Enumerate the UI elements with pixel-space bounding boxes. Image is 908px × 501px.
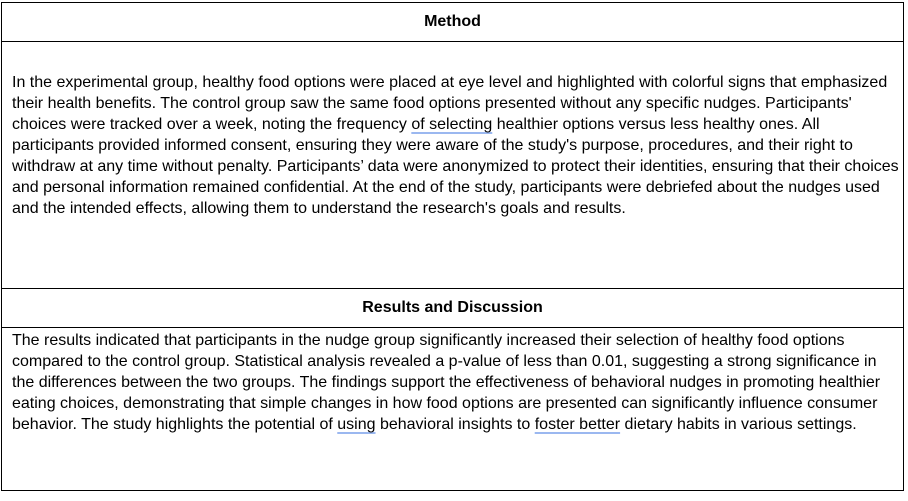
results-body-cell[interactable] [2,328,904,491]
document-table [1,2,904,491]
spellcheck-underlined-text[interactable]: using [337,416,376,433]
results-text-1: The results indicated that participants in the nudge group significantly increased their selection of healthy food options compared to the control group. Statistical analysis revealed a p-value of less than 0.01, suggesting a strong significance in the differences between the two groups. The findings support the effectiveness of behavioral nudges in promoting healthier eating choices, demonstrating that simple changes in how food options are presented can significantly influence consumer behavior. The study highlights the potential of [12,332,881,433]
method-heading: Method [2,3,904,42]
method-text-2: healthier options versus less healthy ones. All participants provided informed consent, ensuring they were aware of the study's purpose, procedures, and their right to withdraw at any time without penalty. Participants’ data were anonymized to protect their identities, ensuring that their choices and personal information remained confidential. At the end of the study, participants were debriefed about the nudges used and the intended effects, allowing them to understand the research's goals and results. [12,116,899,217]
spellcheck-underlined-text[interactable]: foster better [534,416,621,433]
results-text-2: behavioral insights to [375,416,535,433]
method-paragraph [12,72,899,219]
results-heading: Results and Discussion [2,289,904,328]
results-text-3: dietary habits in various settings. [620,416,857,433]
method-body-cell[interactable] [2,42,904,289]
results-paragraph [12,330,899,435]
method-text-1: In the experimental group, healthy food options were placed at eye level and highlighted with colorful signs that emphasized their health benefits. The control group saw the same food options presented without any specific nudges. Participants' choices were tracked over a week, noting the frequency [12,74,888,133]
spellcheck-underlined-text[interactable]: of selecting [411,116,493,133]
